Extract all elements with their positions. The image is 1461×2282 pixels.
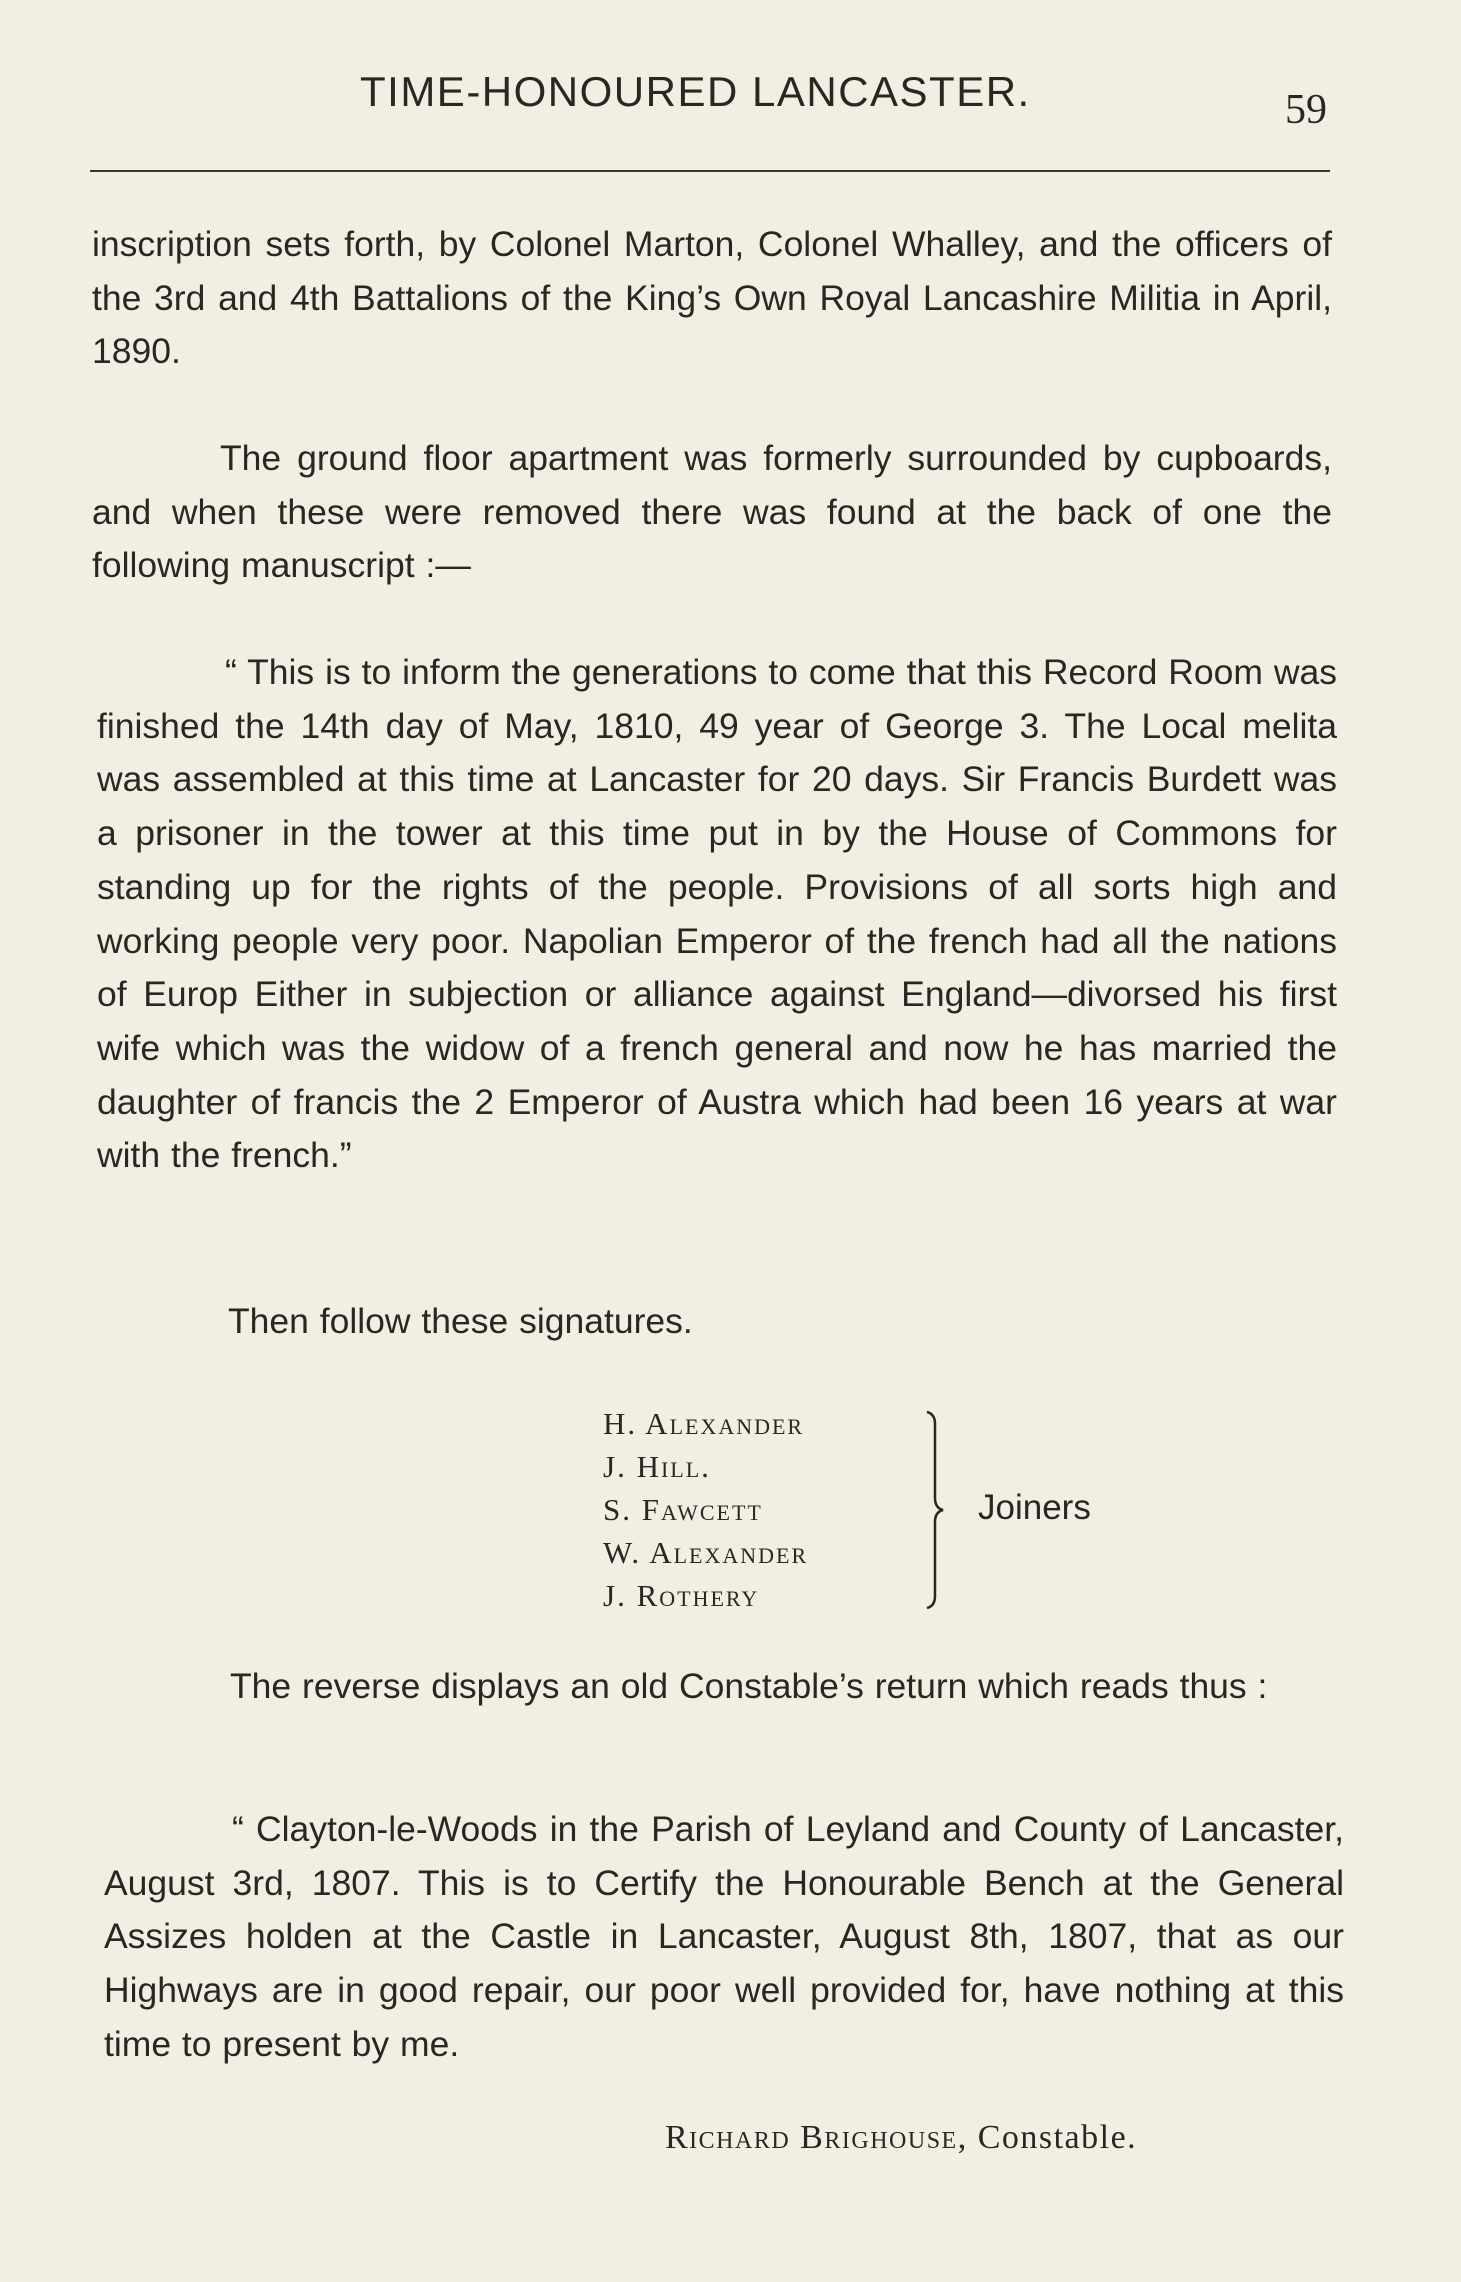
running-title: TIME-HONOURED LANCASTER. bbox=[360, 68, 1031, 115]
page-number: 59 bbox=[1285, 87, 1327, 133]
paragraph-manuscript-quote: “ This is to inform the generations to come that this Record Room was finished the 14th day of May, 1810, 49 year of George 3. The Local melita was assembled at this time at Lancaster for 20 days. Sir Francis Burdett was a prisoner in the tower at this time put in by the House of Commons for standing up for the rights of the people. Provisions of all sorts high and working people very poor. Napolian Emperor of the french had all the nations of Europ Either in subjection or alliance against England—divorsed his first wife which was the widow of a french general and now he has married the daughter of francis the 2 Emperor of Austra which had been 16 years at war with the french.” bbox=[97, 652, 1337, 1176]
paragraph-signatures-intro: Then follow these signatures. bbox=[228, 1301, 693, 1341]
paragraph-cupboards: The ground floor apartment was formerly surrounded by cupboards, and when these were removed there was found at the back of one the following manuscript :— bbox=[92, 438, 1332, 586]
signature-block bbox=[603, 1402, 1123, 1622]
signoff-title: , Constable. bbox=[957, 2119, 1138, 2156]
signature-name: W. Alexander bbox=[603, 1535, 809, 1570]
signature-list bbox=[603, 1402, 933, 1617]
paragraph-constable-quote: “ Clayton-le-Woods in the Parish of Leyland and County of Lancaster, August 3rd, 1807. This is to Certify the Honourable Bench at the General Assizes holden at the Castle in Lancaster, August 8th, 1807, that as our Highways are in good repair, our poor well provided for, have nothing at this time to present by me. bbox=[104, 1809, 1344, 2064]
signature-name: J. Rothery bbox=[603, 1578, 760, 1613]
paragraph-constable-return-intro: The reverse displays an old Constable’s return which reads thus : bbox=[230, 1666, 1268, 1706]
signature-name: J. Hill. bbox=[603, 1449, 711, 1484]
signoff bbox=[665, 2113, 1137, 2163]
brace-icon bbox=[923, 1410, 947, 1610]
running-head bbox=[0, 62, 1461, 133]
signoff-name: Richard Brighouse bbox=[665, 2119, 958, 2156]
signature-role: Joiners bbox=[978, 1488, 1091, 1527]
signature-name: S. Fawcett bbox=[603, 1492, 763, 1527]
paragraph-inscription: inscription sets forth, by Colonel Marton, Colonel Whalley, and the officers of the 3rd and 4th Battalions of the King’s Own Royal Lancashire Militia in April, 1890. bbox=[92, 224, 1332, 372]
signature-name: H. Alexander bbox=[603, 1406, 805, 1441]
header-rule bbox=[90, 170, 1330, 172]
